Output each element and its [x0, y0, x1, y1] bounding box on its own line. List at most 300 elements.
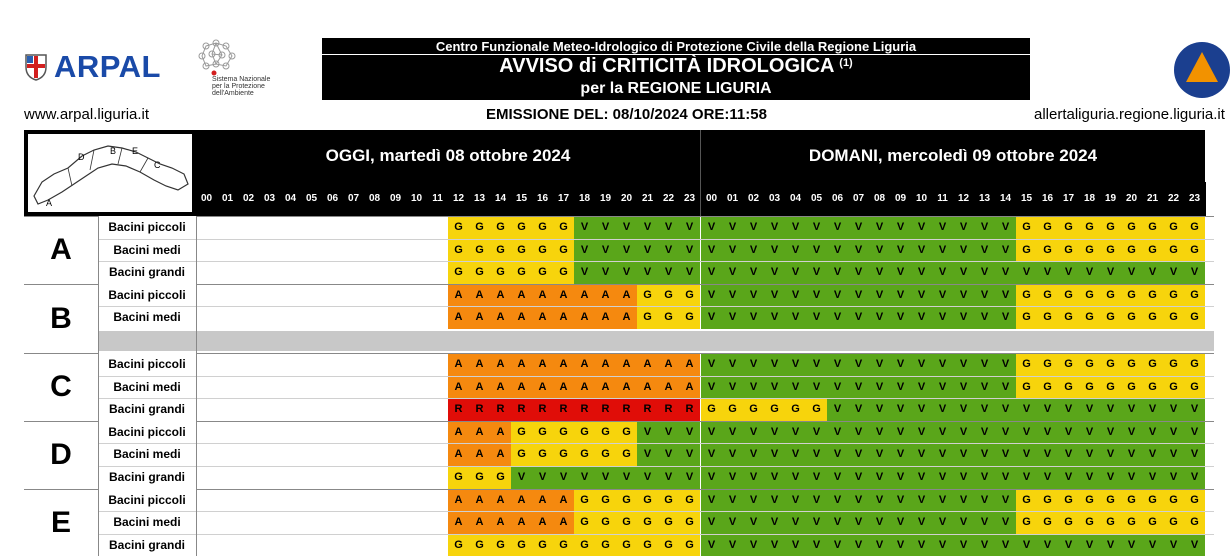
alert-cell: G	[553, 262, 574, 284]
alert-cell: V	[869, 240, 890, 262]
alert-cell: A	[679, 354, 700, 376]
alert-cell: V	[785, 512, 806, 534]
alert-cell: A	[532, 285, 553, 307]
alert-cell	[385, 467, 406, 489]
alert-cell: V	[974, 467, 995, 489]
alert-cell	[280, 240, 301, 262]
alert-cell	[427, 444, 448, 466]
alert-cell: V	[974, 285, 995, 307]
alert-cell	[259, 307, 280, 329]
alert-cell: V	[953, 512, 974, 534]
alert-cell: V	[722, 490, 743, 512]
alert-cell	[364, 490, 385, 512]
alert-cell: A	[469, 444, 490, 466]
alert-cell: V	[911, 377, 932, 399]
alert-cell: V	[932, 490, 953, 512]
basin-label: Bacini grandi	[98, 466, 196, 489]
alert-cell: A	[469, 422, 490, 444]
alert-cell: V	[806, 354, 827, 376]
alert-cell: G	[1037, 354, 1058, 376]
alert-cell: V	[890, 535, 911, 557]
hour-label: 19	[599, 193, 612, 204]
alert-cell: V	[869, 467, 890, 489]
alert-cell: G	[1100, 217, 1121, 239]
alert-cell	[280, 535, 301, 557]
alert-cell	[238, 535, 259, 557]
alert-cell: V	[701, 285, 722, 307]
map-zone-c: C	[154, 160, 161, 170]
alert-cell: V	[911, 307, 932, 329]
alert-cell	[301, 535, 322, 557]
alert-cell	[301, 467, 322, 489]
hour-label: 10	[410, 193, 423, 204]
alert-cell: A	[658, 377, 679, 399]
alert-cell: V	[1142, 535, 1163, 557]
alert-cell: V	[722, 307, 743, 329]
alert-cell: G	[574, 490, 595, 512]
alert-cell: G	[1184, 490, 1205, 512]
alert-cell: V	[679, 217, 700, 239]
alert-cell: V	[1079, 399, 1100, 421]
column-divider	[98, 216, 99, 556]
alert-cell: G	[574, 422, 595, 444]
zone-label-b: B	[24, 284, 98, 353]
alert-cell: G	[1058, 307, 1079, 329]
hour-label: 07	[347, 193, 360, 204]
alert-table	[24, 130, 1214, 560]
alert-cell: V	[658, 422, 679, 444]
basin-label: Bacini grandi	[98, 534, 196, 557]
alert-cell: A	[490, 285, 511, 307]
alert-cell: V	[574, 240, 595, 262]
alert-cell	[301, 262, 322, 284]
alert-cell: G	[616, 444, 637, 466]
alert-cell: G	[1100, 285, 1121, 307]
arpal-logo-text: ARPAL	[54, 49, 161, 84]
alert-cell: V	[785, 535, 806, 557]
alert-cell: V	[1121, 399, 1142, 421]
alert-cell: V	[974, 422, 995, 444]
alert-cell: V	[679, 240, 700, 262]
basin-label: Bacini medi	[98, 306, 196, 329]
alert-cell	[385, 262, 406, 284]
alert-cell: V	[595, 217, 616, 239]
hour-label: 01	[726, 193, 739, 204]
alert-cell	[301, 512, 322, 534]
alert-cell: V	[890, 490, 911, 512]
alert-cell: A	[448, 354, 469, 376]
hour-label: 18	[578, 193, 591, 204]
alert-cell	[280, 467, 301, 489]
alert-cell: V	[616, 240, 637, 262]
alert-cell	[322, 422, 343, 444]
snpa-network-icon	[196, 38, 240, 78]
alert-cell	[427, 307, 448, 329]
hour-label: 18	[1083, 193, 1096, 204]
protezione-civile-logo-icon	[1172, 40, 1232, 100]
alert-cell: G	[1163, 217, 1184, 239]
alert-cell	[301, 490, 322, 512]
hour-label: 07	[852, 193, 865, 204]
alert-cell: V	[911, 399, 932, 421]
alert-cell: V	[995, 217, 1016, 239]
alert-cell	[259, 467, 280, 489]
alert-cell: V	[637, 467, 658, 489]
alert-cell: V	[1016, 444, 1037, 466]
alert-cell: V	[974, 377, 995, 399]
alert-cell: V	[1016, 535, 1037, 557]
alert-cell: G	[1163, 307, 1184, 329]
alert-cell: G	[1121, 285, 1142, 307]
hour-label: 19	[1104, 193, 1117, 204]
basin-label: Bacini piccoli	[98, 421, 196, 444]
hour-label: 12	[957, 193, 970, 204]
alert-cell: V	[890, 285, 911, 307]
alert-cell: V	[869, 535, 890, 557]
title-box	[322, 38, 1030, 100]
alert-cell: V	[869, 354, 890, 376]
alert-cell	[280, 512, 301, 534]
alert-cell: V	[869, 512, 890, 534]
alert-cell: V	[722, 535, 743, 557]
alert-cell: R	[658, 399, 679, 421]
alert-cell: G	[637, 512, 658, 534]
alert-cell: G	[1184, 377, 1205, 399]
alert-cell: V	[848, 377, 869, 399]
alert-cell: V	[995, 490, 1016, 512]
alert-cell: V	[658, 217, 679, 239]
alert-cell	[238, 444, 259, 466]
alert-cell: G	[1058, 240, 1079, 262]
alert-cell	[217, 354, 238, 376]
alert-cell	[427, 512, 448, 534]
alert-cell	[280, 422, 301, 444]
alert-cell	[259, 217, 280, 239]
alert-cell: V	[743, 217, 764, 239]
alert-cell: G	[679, 307, 700, 329]
alert-cell: G	[1100, 490, 1121, 512]
alert-cell: G	[1121, 354, 1142, 376]
alert-cell: V	[743, 444, 764, 466]
alert-cell	[280, 285, 301, 307]
basin-label: Bacini medi	[98, 376, 196, 399]
allertaliguria-website-link[interactable]: allertaliguria.regione.liguria.it	[1034, 106, 1225, 123]
arpal-website-link[interactable]: www.arpal.liguria.it	[24, 106, 150, 123]
alert-cell: G	[1100, 307, 1121, 329]
alert-cell: V	[932, 285, 953, 307]
alert-cell: V	[974, 262, 995, 284]
alert-cell: V	[764, 240, 785, 262]
alert-cell	[385, 490, 406, 512]
alert-cell: G	[637, 307, 658, 329]
alert-cell	[364, 262, 385, 284]
alert-cell	[217, 490, 238, 512]
hour-label: 14	[999, 193, 1012, 204]
alert-cell	[343, 217, 364, 239]
alert-cell: V	[1037, 467, 1058, 489]
alert-cell: V	[764, 444, 785, 466]
alert-cell: G	[1163, 354, 1184, 376]
basin-label: Bacini piccoli	[98, 353, 196, 376]
alert-cell: A	[616, 354, 637, 376]
hour-label: 00	[200, 193, 213, 204]
alert-cell: V	[953, 217, 974, 239]
alert-cell: G	[532, 240, 553, 262]
alert-cell: G	[1142, 307, 1163, 329]
alert-cell: G	[1016, 217, 1037, 239]
snpa-logo	[196, 38, 296, 98]
alert-cell	[343, 444, 364, 466]
alert-cell	[217, 307, 238, 329]
basin-label: Bacini grandi	[98, 261, 196, 284]
alert-cell	[364, 444, 385, 466]
alert-cell: A	[448, 444, 469, 466]
alert-cell: V	[806, 285, 827, 307]
alert-cell: A	[574, 307, 595, 329]
alert-cell	[385, 444, 406, 466]
alert-cell: V	[701, 377, 722, 399]
alert-cell: V	[1100, 422, 1121, 444]
alert-cell	[238, 512, 259, 534]
alert-cell: V	[974, 512, 995, 534]
map-zone-e: E	[132, 146, 139, 156]
hour-label: 14	[494, 193, 507, 204]
alert-cell	[217, 444, 238, 466]
alert-cell: V	[764, 217, 785, 239]
alert-cell: V	[911, 444, 932, 466]
hour-label: 02	[747, 193, 760, 204]
alert-cell: V	[953, 444, 974, 466]
alert-cell: G	[616, 422, 637, 444]
alert-cell: R	[532, 399, 553, 421]
alert-cell	[238, 422, 259, 444]
alert-cell: A	[574, 285, 595, 307]
alert-cell: A	[553, 285, 574, 307]
alert-cell	[259, 240, 280, 262]
alert-cell: V	[1100, 399, 1121, 421]
alert-cell: G	[637, 535, 658, 557]
alert-cell: G	[1037, 377, 1058, 399]
alert-cell: G	[1184, 512, 1205, 534]
alert-cell: G	[679, 490, 700, 512]
alert-cell: G	[490, 535, 511, 557]
alert-cell	[427, 535, 448, 557]
alert-cell: V	[1079, 422, 1100, 444]
basin-label: Bacini piccoli	[98, 284, 196, 307]
alert-cell: G	[553, 444, 574, 466]
alert-cell: V	[1184, 535, 1205, 557]
alert-cell: V	[995, 307, 1016, 329]
alert-cell	[406, 422, 427, 444]
alert-cell: V	[995, 285, 1016, 307]
alert-cell	[217, 377, 238, 399]
alert-cell	[322, 512, 343, 534]
alert-cell: A	[595, 377, 616, 399]
alert-cell: V	[869, 399, 890, 421]
alert-cell: G	[1184, 307, 1205, 329]
hour-label: 16	[1041, 193, 1054, 204]
hour-label: 04	[789, 193, 802, 204]
alert-cell: V	[1079, 467, 1100, 489]
alert-cell: V	[890, 467, 911, 489]
alert-cell: V	[1163, 399, 1184, 421]
alert-cell: V	[1079, 262, 1100, 284]
alert-cell	[259, 535, 280, 557]
alert-cell: R	[448, 399, 469, 421]
alert-cell: A	[553, 307, 574, 329]
alert-cell: V	[1058, 422, 1079, 444]
alert-cell: V	[1121, 422, 1142, 444]
alert-cell: R	[553, 399, 574, 421]
alert-cell: G	[1037, 512, 1058, 534]
alert-cell: V	[1163, 422, 1184, 444]
alert-cell: V	[953, 399, 974, 421]
alert-cell	[217, 399, 238, 421]
alert-cell: V	[1121, 535, 1142, 557]
map-zone-d: D	[78, 152, 85, 162]
alert-cell: V	[932, 240, 953, 262]
alert-cell: G	[616, 512, 637, 534]
alert-cell: V	[1121, 467, 1142, 489]
alert-cell: G	[595, 444, 616, 466]
alert-cell	[385, 377, 406, 399]
alert-cell	[217, 422, 238, 444]
alert-cell: G	[553, 217, 574, 239]
alert-cell: A	[532, 512, 553, 534]
alert-cell: V	[1142, 262, 1163, 284]
alert-cell: G	[532, 262, 553, 284]
alert-cell: V	[806, 512, 827, 534]
alert-cell: V	[679, 422, 700, 444]
alert-cell	[196, 377, 217, 399]
alert-cell: V	[1016, 422, 1037, 444]
alert-cell: V	[848, 399, 869, 421]
alert-cell: V	[932, 377, 953, 399]
alert-cell: V	[764, 490, 785, 512]
alert-cell: V	[743, 377, 764, 399]
alert-cell: V	[806, 217, 827, 239]
alert-cell: G	[1184, 240, 1205, 262]
alert-cell: V	[1163, 535, 1184, 557]
alert-cell: A	[637, 377, 658, 399]
alert-cell: V	[827, 262, 848, 284]
alert-cell: G	[1016, 285, 1037, 307]
day-header-tomorrow: DOMANI, mercoledì 09 ottobre 2024	[701, 130, 1205, 182]
alert-cell: V	[911, 217, 932, 239]
alert-cell: V	[743, 422, 764, 444]
alert-cell: V	[932, 444, 953, 466]
alert-cell: V	[911, 240, 932, 262]
alert-cell: G	[511, 217, 532, 239]
alert-cell: V	[974, 399, 995, 421]
alert-cell: V	[848, 217, 869, 239]
alert-cell	[196, 512, 217, 534]
alert-cell	[385, 422, 406, 444]
alert-cell: V	[722, 285, 743, 307]
center-name: Centro Funzionale Meteo-Idrologico di Protezione Civile della Regione Liguria	[435, 39, 917, 54]
alert-cell: V	[848, 240, 869, 262]
alert-cell: V	[932, 354, 953, 376]
alert-cell: V	[869, 285, 890, 307]
alert-cell: A	[490, 307, 511, 329]
alert-cell: V	[827, 285, 848, 307]
alert-cell: A	[532, 377, 553, 399]
alert-cell: A	[658, 354, 679, 376]
alert-cell	[280, 377, 301, 399]
alert-cell	[322, 240, 343, 262]
alert-cell: G	[1016, 512, 1037, 534]
alert-cell: V	[532, 467, 553, 489]
alert-cell	[196, 285, 217, 307]
alert-cell: G	[469, 240, 490, 262]
alert-cell: V	[848, 285, 869, 307]
alert-cell: G	[1142, 377, 1163, 399]
hour-label: 17	[557, 193, 570, 204]
alert-cell: A	[490, 490, 511, 512]
alert-cell: V	[1016, 262, 1037, 284]
alert-cell: V	[1079, 444, 1100, 466]
zone-label-c: C	[24, 353, 98, 421]
alert-cell: G	[1121, 217, 1142, 239]
alert-cell: G	[701, 399, 722, 421]
alert-cell: G	[1184, 285, 1205, 307]
alert-cell: G	[658, 307, 679, 329]
alert-cell: V	[974, 354, 995, 376]
alert-cell: V	[743, 512, 764, 534]
alert-cell: A	[616, 285, 637, 307]
subtitle: per la REGIONE LIGURIA	[580, 80, 772, 97]
alert-cell: V	[827, 377, 848, 399]
alert-cell: V	[1016, 467, 1037, 489]
alert-cell: V	[1121, 262, 1142, 284]
hour-label: 13	[473, 193, 486, 204]
alert-cell: V	[785, 377, 806, 399]
alert-cell	[364, 377, 385, 399]
hour-label: 23	[683, 193, 696, 204]
alert-cell: V	[722, 444, 743, 466]
alert-cell: V	[1037, 399, 1058, 421]
alert-cell: V	[743, 490, 764, 512]
alert-cell: V	[1058, 399, 1079, 421]
alert-cell	[238, 240, 259, 262]
hour-label: 11	[432, 193, 443, 204]
alert-cell: V	[890, 217, 911, 239]
alert-cell: A	[553, 354, 574, 376]
alert-cell: V	[1037, 262, 1058, 284]
alert-cell: A	[448, 377, 469, 399]
alert-cell: V	[722, 467, 743, 489]
alert-cell	[196, 217, 217, 239]
alert-cell	[280, 490, 301, 512]
alert-cell: G	[574, 512, 595, 534]
alert-cell: G	[448, 240, 469, 262]
alert-cell: G	[785, 399, 806, 421]
alert-cell: V	[743, 535, 764, 557]
alert-cell: V	[1163, 444, 1184, 466]
alert-cell: G	[511, 240, 532, 262]
zone-label-d: D	[24, 421, 98, 489]
alert-cell: G	[1079, 240, 1100, 262]
hour-label: 08	[368, 193, 381, 204]
alert-cell: G	[1058, 285, 1079, 307]
alert-cell	[427, 490, 448, 512]
alert-cell: V	[911, 512, 932, 534]
alert-cell	[364, 354, 385, 376]
alert-cell	[427, 467, 448, 489]
alert-cell: V	[701, 512, 722, 534]
alert-cell	[259, 354, 280, 376]
alert-cell: V	[974, 535, 995, 557]
